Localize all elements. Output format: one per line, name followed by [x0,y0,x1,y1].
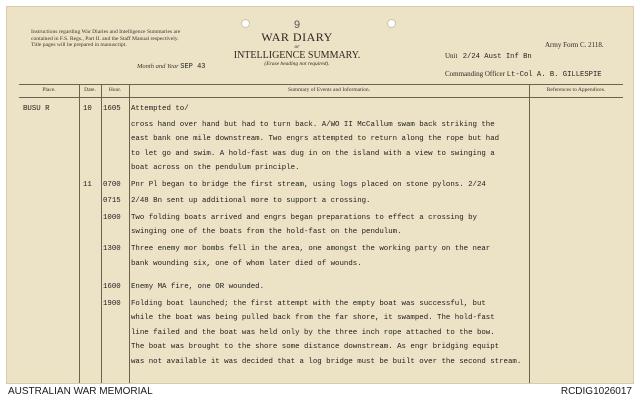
title-war-diary: WAR DIARY [261,30,333,44]
title-block [217,21,377,68]
column-rule [129,85,130,383]
entry-text: while the boat was being pulled back from the far shore, it swamped. The hold-fast [131,314,495,322]
entry-text: cross hand over hand but had to turn back. A/WO II McCallum swam back striking the [131,121,495,129]
header-rule [19,97,623,98]
entry-text: Pnr Pl began to bridge the first stream, using logs placed on stone pylons. 2/24 [131,181,486,189]
army-form-number: Army Form C. 2118. [545,41,604,49]
entry-date: 10 [83,105,92,113]
entry-hour: 0700 [103,181,121,189]
column-rule [101,85,102,383]
entry-hour: 0715 [103,197,121,205]
entry-text: swinging one of the boats from the hold-fast on the pendulum. [131,228,402,236]
entry-hour: 1000 [103,214,121,222]
entry-text: was not available it was decided that a log bridge must be built over the second stream. [131,358,522,366]
unit-field [445,52,532,61]
title-subnote: (Erase heading not required). [264,61,330,67]
entry-text: east bank one mile downstream. Two engrs attempted to return along the rope but had [131,135,500,143]
column-rule [79,85,80,383]
month-year-label: Month and Year [137,63,179,70]
title-or: or [294,44,300,50]
entry-date: 11 [83,181,92,189]
commanding-officer-label: Commanding Officer [445,70,505,78]
entry-text: Folding boat launched; the first attempt with the empty boat was successful, but [131,300,486,308]
entry-hour: 1900 [103,300,121,308]
entry-text: Two folding boats arrived and engrs began preparations to effect a crossing by [131,214,477,222]
entry-text: Enemy MA fire, one OR wounded. [131,283,265,291]
footer-record-id: RCDIG1026017 [560,386,632,397]
commanding-officer-field [445,70,602,79]
entry-hour: 1605 [103,105,121,113]
entry-text: to let go and swim. A hold-fast was dug in on the island with a view to swinging a [131,150,495,158]
entry-text: boat across on the pendulum principle. [131,164,300,172]
entry-text: Three enemy mor bombs fell in the area, one amongst the working party on the near [131,245,491,253]
entry-hour: 1600 [103,283,121,291]
header-date: Date. [84,87,96,93]
unit-value: 2/24 Aust Inf Bn [462,53,532,61]
place-entry: BUSU R [23,105,50,113]
month-year-value: SEP 43 [180,63,206,71]
punch-hole [387,19,396,28]
diary-table [19,84,623,382]
entry-text: Attempted to/ [131,105,189,113]
page-number: 9 [293,20,301,32]
unit-label: Unit [445,52,458,60]
commanding-officer-value: Lt-Col A. B. GILLESPIE [506,71,602,79]
entry-text: The boat was brought to the shore some distance downstream. As engr bridging equipt [131,343,500,351]
title-intelligence-summary: INTELLIGENCE SUMMARY. [233,50,361,61]
column-rule [529,85,530,383]
header-hour: Hour. [108,87,122,93]
diary-page [6,6,634,384]
entry-text: 2/48 Bn sent up additional more to support a crossing. [131,197,371,205]
instructions-text: Instructions regarding War Diaries and Intelligence Summaries are contained in F.S. Regs., Part II. and the Staff Manual respectively. Title pages will be prepared in manuscript. [31,29,181,49]
header-summary: Summary of Events and Information. [287,87,371,93]
entry-text: line failed and the boat was held only by the three inch rope attached to the bow. [131,329,495,337]
header-references: References to Appendices. [546,87,606,93]
footer-collection-name: AUSTRALIAN WAR MEMORIAL [8,386,153,397]
month-year-field [137,63,206,71]
entry-hour: 1300 [103,245,121,253]
header-place: Place. [42,87,56,93]
entry-text: bank wounding six, one of whom later died of wounds. [131,260,362,268]
